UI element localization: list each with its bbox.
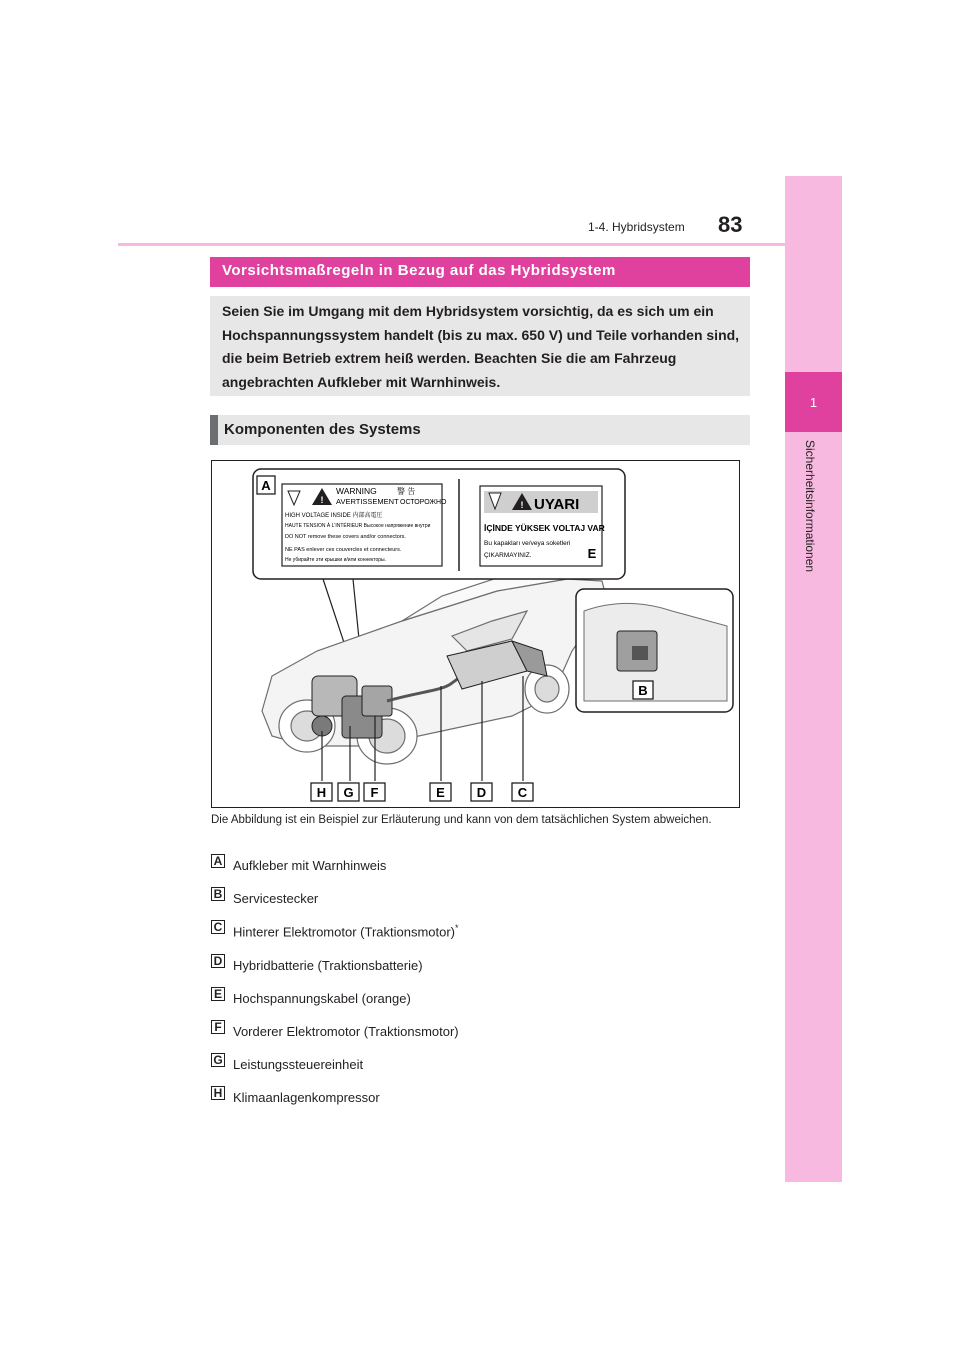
components-header-accent: [210, 415, 218, 445]
chapter-label: Sicherheitsinformationen: [803, 440, 817, 573]
service-plug-inset: [576, 589, 733, 712]
svg-text:G: G: [343, 785, 354, 800]
callout-H: [311, 783, 332, 801]
svg-text:!: !: [520, 500, 524, 510]
precautions-title: Vorsichtsmaßregeln in Bezug auf das Hybridsystem: [222, 262, 616, 279]
section-title: 1-4. Hybridsystem: [588, 220, 685, 234]
legend-item: [211, 921, 459, 941]
svg-text:F: F: [370, 785, 379, 800]
legend-letter: G: [211, 1053, 225, 1067]
svg-text:C: C: [517, 785, 528, 800]
callout-E: [430, 783, 451, 801]
legend-item: [211, 988, 411, 1008]
legend-item: [211, 888, 318, 908]
svg-text:!: !: [320, 495, 324, 505]
header-rule: [118, 243, 785, 246]
legend-text: Hybridbatterie (Traktionsbatterie): [233, 957, 423, 973]
callout-A: [257, 476, 275, 494]
legend-item: [211, 1021, 459, 1041]
legend-letter: D: [211, 954, 225, 968]
callout-G: [338, 783, 359, 801]
legend-text: Klimaanlagenkompressor: [233, 1089, 380, 1105]
legend-item: [211, 955, 423, 975]
chapter-number: 1: [809, 394, 818, 410]
legend-letter: F: [211, 1020, 225, 1034]
precautions-text: Seien Sie im Umgang mit dem Hybridsystem vorsichtig, da es sich um ein Hochspannungssystem handelt (bis zu max. 650 V) und Teile vorhanden sind, die beim Betrieb extrem heiß werden. Beachten Sie die am Fahrzeug angebrachten Aufkleber mit Warnhinweis.: [222, 303, 740, 390]
legend-item: [211, 1087, 380, 1107]
svg-text:B: B: [638, 683, 648, 698]
uyari-line3: ÇIKARMAYINIZ.: [484, 552, 532, 559]
callout-D: [471, 783, 492, 801]
callout-C: [512, 783, 533, 801]
svg-text:D: D: [476, 785, 487, 800]
chapter-side-tab: [785, 176, 842, 1182]
components-title: Komponenten des Systems: [224, 421, 421, 438]
uyari-line1: İÇİNDE YÜKSEK VOLTAJ VAR: [484, 523, 605, 533]
svg-text:E: E: [587, 546, 597, 561]
legend-letter: A: [211, 854, 225, 868]
page-number: 83: [718, 212, 743, 237]
svg-text:H: H: [316, 785, 327, 800]
legend-text-main: Hinterer Elektromotor (Traktionsmotor): [233, 924, 456, 940]
legend-item: [211, 855, 386, 875]
callout-F: [364, 783, 385, 801]
label-warning-line4: HAUTE TENSION À L'INTÉRIEUR Высокое напряжение внутри: [285, 523, 431, 529]
legend-letter: C: [211, 920, 225, 934]
warning-label: [282, 484, 447, 566]
svg-text:E: E: [436, 785, 445, 800]
label-warning-line1b: 警 告: [397, 487, 416, 496]
legend-text: Leistungssteuereinheit: [233, 1056, 364, 1072]
callout-E-label: [584, 543, 600, 561]
system-illustration: [211, 460, 740, 808]
legend-letter: E: [211, 987, 225, 1001]
legend-text: Servicestecker: [233, 890, 319, 906]
car-illustration: [262, 571, 607, 764]
callout-B: [633, 681, 653, 699]
legend-text: Vorderer Elektromotor (Traktionsmotor): [233, 1023, 459, 1039]
label-warning-line2: AVERTISSEMENT: [336, 497, 399, 506]
label-warning-line7: Не убирайте эти крышки и/или коннекторы.: [285, 557, 387, 563]
legend-letter: H: [211, 1086, 225, 1100]
label-warning-line3: HIGH VOLTAGE INSIDE 内部高電圧: [285, 513, 383, 519]
footnote-marker: *: [455, 922, 459, 933]
label-warning-line5: DO NOT remove these covers and/or connectors.: [285, 534, 406, 540]
uyari-line2: Bu kapakları ve/veya soketleri: [484, 540, 571, 547]
legend-text: Hochspannungskabel (orange): [233, 990, 411, 1006]
legend-text-with-note: [233, 923, 459, 939]
label-warning-line1: WARNING: [336, 486, 377, 496]
legend-text: Aufkleber mit Warnhinweis: [233, 857, 387, 873]
label-warning-line6: NE PAS enlever ces couvercles et connecteurs.: [285, 547, 402, 553]
label-warning-line2b: ОСТОРОЖНО: [400, 499, 447, 506]
uyari-title: UYARI: [534, 496, 580, 513]
svg-text:A: A: [261, 478, 271, 493]
legend-letter: B: [211, 887, 225, 901]
figure-caption: Die Abbildung ist ein Beispiel zur Erläuterung und kann von dem tatsächlichen System abweichen.: [211, 814, 712, 826]
legend-item: [211, 1054, 363, 1074]
